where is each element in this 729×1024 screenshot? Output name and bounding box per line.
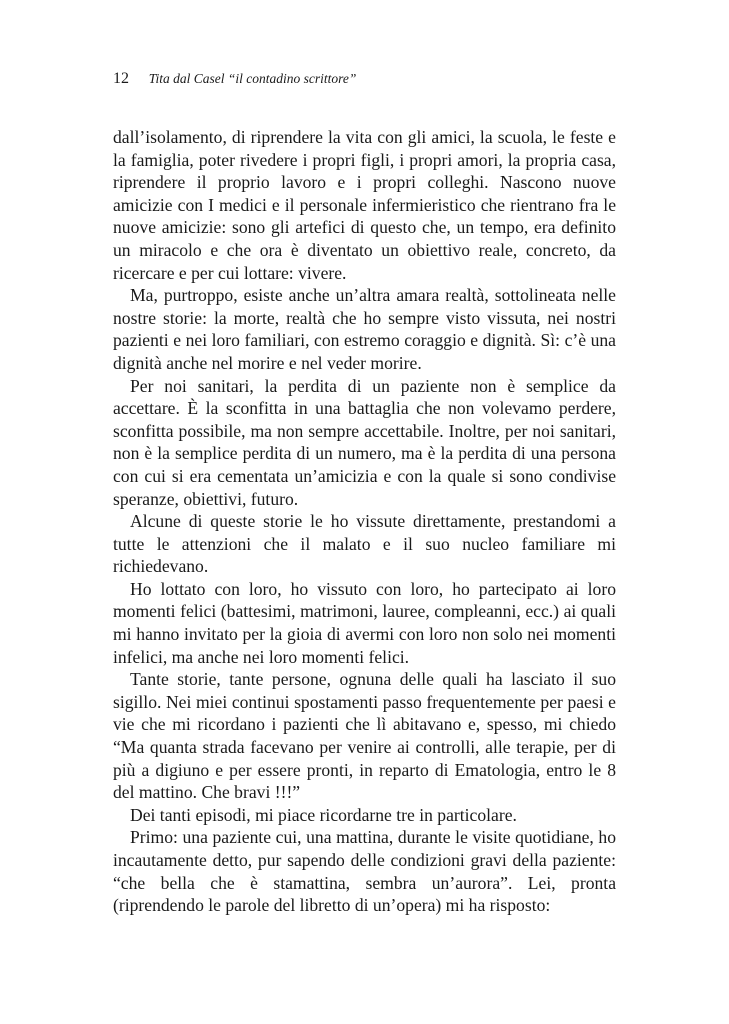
paragraph: Alcune di queste storie le ho vissute direttamente, prestandomi a tutte le attenzioni che il malato e il suo nucleo familiare mi richiedevano. — [113, 511, 616, 577]
paragraph: Primo: una paziente cui, una mattina, durante le visite quotidiane, ho incautamente detto, pur sapendo delle condizioni gravi della paziente: “che bella che è stamattina, sembra un’aurora”. Lei, pronta (riprendendo le parole del libretto di un’opera) mi ha risposto: — [113, 827, 616, 916]
paragraph: dall’isolamento, di riprendere la vita con gli amici, la scuola, le feste e la famiglia, poter rivedere i propri figli, i propri amori, la propria casa, riprendere il proprio lavoro e i propri colleghi. Nascono nuove amicizie con I medici e il personale infermieristico che rientrano fra le nuove amicizie: sono gli artefici di questo che, un tempo, era definito un miracolo e che ora è diventato un obiettivo reale, concreto, da ricercare e per cui lottare: vivere. — [113, 127, 616, 283]
paragraph: Per noi sanitari, la perdita di un paziente non è semplice da accettare. È la sconfitta in una battaglia che non volevamo perdere, sconfitta possibile, ma non sempre accettabile. Inoltre, per noi sanitari, non è la semplice perdita di un numero, ma è la perdita di una persona con cui si era cementata un’amicizia e con la quale si sono condivise speranze, obiettivi, futuro. — [113, 375, 616, 509]
page-number: 12 — [113, 70, 129, 87]
paragraph: Dei tanti episodi, mi piace ricordarne tre in particolare. — [130, 804, 517, 825]
paragraph: Ho lottato con loro, ho vissuto con loro, ho partecipato ai loro momenti felici (battesimi, matrimoni, lauree, compleanni, ecc.) ai quali mi hanno invitato per la gioia di avermi con loro non solo nei momenti infelici, ma anche nei loro momenti felici. — [113, 578, 616, 667]
body-text — [113, 126, 616, 917]
book-title: Tita dal Casel “il contadino scrittore” — [148, 71, 357, 86]
paragraph: Tante storie, tante persone, ognuna delle quali ha lasciato il suo sigillo. Nei miei continui spostamenti passo frequentemente per paesi e vie che mi ricordano i pazienti che lì abitavano e, spesso, mi chiedo “Ma quanta strada facevano per venire ai controlli, alle terapie, per di più a digiuno e per essere pronti, in reparto di Ematologia, entro le 8 del mattino. Che bravi !!!” — [113, 669, 616, 803]
paragraph: Ma, purtroppo, esiste anche un’altra amara realtà, sottolineata nelle nostre storie: la morte, realtà che ho sempre visto vissuta, nei nostri pazienti e nei loro familiari, con estremo coraggio e dignità. Sì: c’è una dignità anche nel morire e nel veder morire. — [113, 285, 616, 373]
running-header — [113, 70, 356, 88]
